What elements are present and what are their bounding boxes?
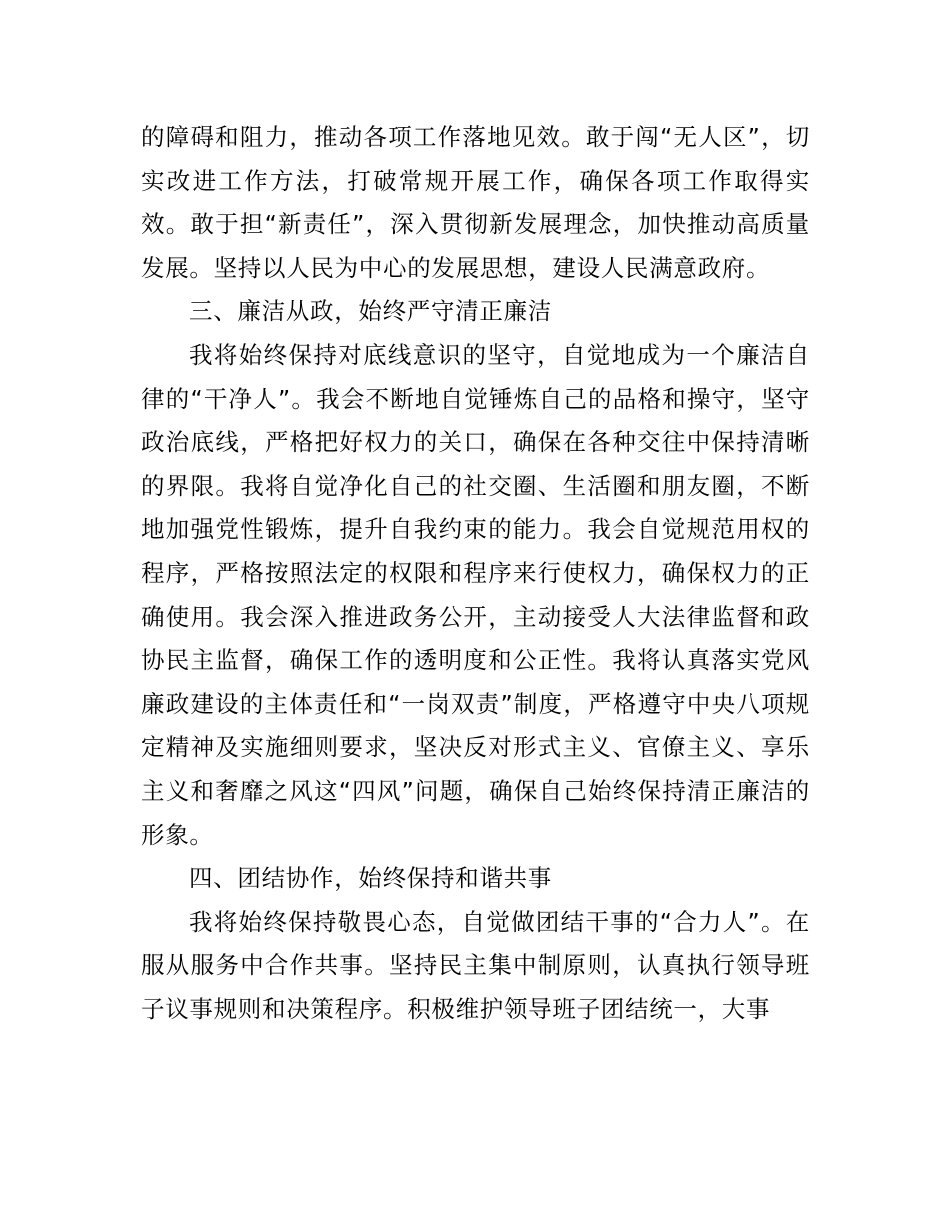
paragraph-continued: 的障碍和阻力，推动各项工作落地见效。敢于闯“无人区”，切实改进工作方法，打破常规开展工作，确保各项工作取得实效。敢于担“新责任”，深入贯彻新发展理念，加快推动高质量发展。坚持以人民为中心的发展思想，建设人民满意政府。 [141,123,810,282]
section-heading-4: 四、团结协作，始终保持和谐共事 [189,864,552,893]
paragraph-integrity: 我将始终保持对底线意识的坚守，自觉地成为一个廉洁自律的“干净人”。我会不断地自觉锤炼自己的品格和操守，坚守政治底线，严格把好权力的关口，确保在各种交往中保持清晰的界限。我将自觉净化自己的社交圈、生活圈和朋友圈，不断地加强党性锻炼，提升自我约束的能力。我会自觉规范用权的程序，严格按照法定的权限和程序来行使权力，确保权力的正确使用。我会深入推进政务公开，主动接受人大法律监督和政协民主监督，确保工作的透明度和公正性。我将认真落实党风廉政建设的主体责任和“一岗双责”制度，严格遵守中央八项规定精神及实施细则要求，坚决反对形式主义、官僚主义、享乐主义和奢靡之风这“四风”问题，确保自己始终保持清正廉洁的形象。 [141,340,810,849]
document-body [141,116,810,1031]
paragraph-teamwork: 我将始终保持敬畏心态，自觉做团结干事的“合力人”。在服从服务中合作共事。坚持民主集中制原则，认真执行领导班子议事规则和决策程序。积极维护领导班子团结统一，大事 [141,907,810,1023]
section-heading-3: 三、廉洁从政，始终严守清正廉洁 [189,297,552,326]
